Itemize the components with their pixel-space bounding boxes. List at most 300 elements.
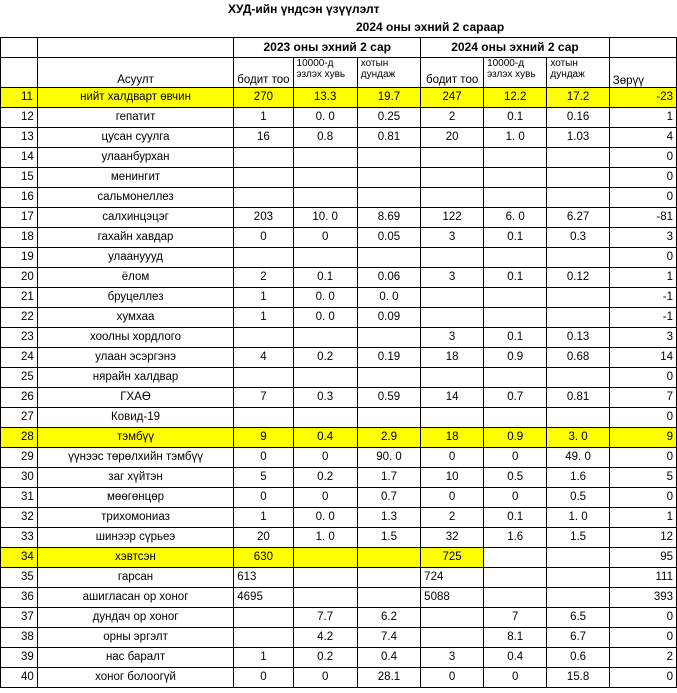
cell-per10000-2024: 0.9 bbox=[484, 348, 547, 368]
row-label: трихомониаз bbox=[37, 508, 233, 528]
cell-per10000-2023: 0.2 bbox=[293, 468, 357, 488]
row-label: шинээр сүрьеэ bbox=[37, 528, 233, 548]
cell-diff: 1 bbox=[609, 508, 676, 528]
row-number: 37 bbox=[1, 608, 38, 628]
cell-actual-2024: 3 bbox=[421, 328, 484, 348]
cell-diff: 0 bbox=[609, 408, 676, 428]
cell-actual-2023: 4 bbox=[234, 348, 293, 368]
cell-per10000-2024: 6. 0 bbox=[484, 208, 547, 228]
cell-actual-2023: 1 bbox=[234, 108, 293, 128]
cell-actual-2023 bbox=[234, 248, 293, 268]
row-label: гахайн хавдар bbox=[37, 228, 233, 248]
table-row bbox=[1, 428, 677, 448]
cell-diff: 95 bbox=[609, 548, 676, 568]
cell-avg-2024: 49. 0 bbox=[547, 448, 609, 468]
cell-per10000-2023 bbox=[293, 408, 357, 428]
cell-diff: 393 bbox=[609, 588, 676, 608]
row-number: 28 bbox=[1, 428, 38, 448]
cell-actual-2023: 203 bbox=[234, 208, 293, 228]
cell-avg-2024: 1. 0 bbox=[547, 508, 609, 528]
row-label: салхинцэцэг bbox=[37, 208, 233, 228]
cell-avg-2024: 6.27 bbox=[547, 208, 609, 228]
cell-actual-2023 bbox=[234, 148, 293, 168]
cell-actual-2024 bbox=[421, 408, 484, 428]
cell-avg-2024 bbox=[547, 248, 609, 268]
cell-actual-2024: 18 bbox=[421, 428, 484, 448]
cell-per10000-2023: 0 bbox=[293, 448, 357, 468]
cell-actual-2023: 1 bbox=[234, 288, 293, 308]
cell-actual-2023: 270 bbox=[234, 88, 293, 108]
cell-per10000-2023 bbox=[293, 168, 357, 188]
row-number: 35 bbox=[1, 568, 38, 588]
cell-avg-2023 bbox=[357, 328, 420, 348]
row-label: ёлом bbox=[37, 268, 233, 288]
cell-actual-2024: 247 bbox=[421, 88, 484, 108]
header-blank bbox=[37, 38, 233, 58]
header-question: Асуулт bbox=[37, 58, 233, 88]
cell-actual-2023: 0 bbox=[234, 448, 293, 468]
header-avg-2023: хотын дундаж bbox=[357, 58, 420, 88]
cell-actual-2023: 9 bbox=[234, 428, 293, 448]
row-label: тэмбүү bbox=[37, 428, 233, 448]
cell-per10000-2023: 4.2 bbox=[293, 628, 357, 648]
cell-avg-2023 bbox=[357, 408, 420, 428]
sheet-subtitle: 2024 оны эхний 2 сараар bbox=[356, 20, 505, 34]
row-label: нярайн халдвар bbox=[37, 368, 233, 388]
row-number: 12 bbox=[1, 108, 38, 128]
cell-diff: 1 bbox=[609, 108, 676, 128]
cell-diff: 9 bbox=[609, 428, 676, 448]
row-label: орны эргэлт bbox=[37, 628, 233, 648]
cell-per10000-2023 bbox=[293, 548, 357, 568]
cell-per10000-2024 bbox=[484, 168, 547, 188]
cell-per10000-2023: 7.7 bbox=[293, 608, 357, 628]
header-2024: 2024 оны эхний 2 сар bbox=[421, 38, 610, 58]
cell-avg-2024: 1.6 bbox=[547, 468, 609, 488]
cell-avg-2024: 6.5 bbox=[547, 608, 609, 628]
cell-avg-2023: 0.19 bbox=[357, 348, 420, 368]
cell-diff: 0 bbox=[609, 168, 676, 188]
cell-per10000-2023: 13.3 bbox=[293, 88, 357, 108]
row-label: нийт халдварт өвчин bbox=[37, 88, 233, 108]
cell-avg-2023 bbox=[357, 248, 420, 268]
cell-avg-2023: 1.3 bbox=[357, 508, 420, 528]
cell-per10000-2024: 1.6 bbox=[484, 528, 547, 548]
table-row bbox=[1, 108, 677, 128]
cell-per10000-2023 bbox=[293, 568, 357, 588]
cell-actual-2024: 18 bbox=[421, 348, 484, 368]
cell-avg-2023: 90. 0 bbox=[357, 448, 420, 468]
cell-avg-2024: 1.5 bbox=[547, 528, 609, 548]
cell-per10000-2023: 0. 0 bbox=[293, 108, 357, 128]
row-number: 21 bbox=[1, 288, 38, 308]
cell-avg-2024: 0.81 bbox=[547, 388, 609, 408]
cell-actual-2023 bbox=[234, 328, 293, 348]
cell-per10000-2023 bbox=[293, 368, 357, 388]
cell-per10000-2024: 0.1 bbox=[484, 268, 547, 288]
cell-per10000-2024: 0.1 bbox=[484, 508, 547, 528]
cell-actual-2024 bbox=[421, 168, 484, 188]
cell-avg-2023: 2.9 bbox=[357, 428, 420, 448]
row-number: 14 bbox=[1, 148, 38, 168]
table-row bbox=[1, 168, 677, 188]
cell-avg-2023 bbox=[357, 568, 420, 588]
cell-per10000-2024 bbox=[484, 188, 547, 208]
cell-diff: 0 bbox=[609, 608, 676, 628]
cell-per10000-2024: 0 bbox=[484, 488, 547, 508]
table-row bbox=[1, 188, 677, 208]
cell-avg-2024: 0.16 bbox=[547, 108, 609, 128]
cell-actual-2023: 630 bbox=[234, 548, 293, 568]
cell-diff: 14 bbox=[609, 348, 676, 368]
header-per10000-2023: 10000-д эзлэх хувь bbox=[293, 58, 357, 88]
row-label: бруцеллез bbox=[37, 288, 233, 308]
cell-avg-2023: 0. 0 bbox=[357, 288, 420, 308]
row-number: 19 bbox=[1, 248, 38, 268]
cell-per10000-2023: 0.3 bbox=[293, 388, 357, 408]
row-number: 15 bbox=[1, 168, 38, 188]
cell-diff: 5 bbox=[609, 468, 676, 488]
row-number: 39 bbox=[1, 648, 38, 668]
table-row bbox=[1, 308, 677, 328]
table-row bbox=[1, 648, 677, 668]
cell-diff: 0 bbox=[609, 248, 676, 268]
cell-actual-2024: 20 bbox=[421, 128, 484, 148]
cell-per10000-2024 bbox=[484, 568, 547, 588]
cell-per10000-2023: 0.1 bbox=[293, 268, 357, 288]
table-row bbox=[1, 668, 677, 688]
row-label: менингит bbox=[37, 168, 233, 188]
cell-per10000-2023: 0 bbox=[293, 488, 357, 508]
cell-per10000-2024: 0.1 bbox=[484, 228, 547, 248]
cell-avg-2024: 15.8 bbox=[547, 668, 609, 688]
cell-avg-2024: 17.2 bbox=[547, 88, 609, 108]
row-number: 38 bbox=[1, 628, 38, 648]
cell-avg-2023: 0.06 bbox=[357, 268, 420, 288]
cell-diff: -81 bbox=[609, 208, 676, 228]
cell-per10000-2024 bbox=[484, 548, 547, 568]
row-label: сальмонеллез bbox=[37, 188, 233, 208]
row-number: 20 bbox=[1, 268, 38, 288]
cell-avg-2024: 0.6 bbox=[547, 648, 609, 668]
cell-actual-2023 bbox=[234, 608, 293, 628]
cell-avg-2023 bbox=[357, 588, 420, 608]
row-number: 18 bbox=[1, 228, 38, 248]
row-number: 34 bbox=[1, 548, 38, 568]
indicator-table bbox=[0, 37, 677, 688]
cell-avg-2024 bbox=[547, 308, 609, 328]
row-number: 23 bbox=[1, 328, 38, 348]
cell-actual-2024: 0 bbox=[421, 448, 484, 468]
cell-actual-2023 bbox=[234, 408, 293, 428]
cell-actual-2023: 0 bbox=[234, 488, 293, 508]
cell-actual-2023 bbox=[234, 168, 293, 188]
cell-actual-2024 bbox=[421, 628, 484, 648]
row-number: 30 bbox=[1, 468, 38, 488]
cell-avg-2024 bbox=[547, 408, 609, 428]
row-number: 22 bbox=[1, 308, 38, 328]
row-number: 33 bbox=[1, 528, 38, 548]
cell-per10000-2024 bbox=[484, 148, 547, 168]
table-row bbox=[1, 588, 677, 608]
header-diff: Зөрүү bbox=[609, 58, 676, 88]
row-number: 29 bbox=[1, 448, 38, 468]
header-per10000-2024: 10000-д эзлэх хувь bbox=[484, 58, 547, 88]
cell-diff: 2 bbox=[609, 648, 676, 668]
cell-per10000-2024: 7 bbox=[484, 608, 547, 628]
cell-diff: 1 bbox=[609, 268, 676, 288]
cell-diff: -23 bbox=[609, 88, 676, 108]
cell-per10000-2024: 8.1 bbox=[484, 628, 547, 648]
row-number: 13 bbox=[1, 128, 38, 148]
cell-diff: 12 bbox=[609, 528, 676, 548]
row-number: 32 bbox=[1, 508, 38, 528]
row-number: 24 bbox=[1, 348, 38, 368]
cell-per10000-2023: 0.2 bbox=[293, 648, 357, 668]
cell-per10000-2024: 0 bbox=[484, 448, 547, 468]
cell-avg-2024 bbox=[547, 568, 609, 588]
cell-diff: 0 bbox=[609, 668, 676, 688]
cell-per10000-2023: 10. 0 bbox=[293, 208, 357, 228]
table-row bbox=[1, 568, 677, 588]
table-row bbox=[1, 268, 677, 288]
cell-avg-2023: 8.69 bbox=[357, 208, 420, 228]
table-row bbox=[1, 248, 677, 268]
row-label: дундач ор хоног bbox=[37, 608, 233, 628]
cell-diff: -1 bbox=[609, 288, 676, 308]
cell-avg-2023 bbox=[357, 168, 420, 188]
cell-per10000-2023: 0. 0 bbox=[293, 308, 357, 328]
cell-actual-2023 bbox=[234, 628, 293, 648]
cell-diff: 0 bbox=[609, 628, 676, 648]
row-label: улаанбурхан bbox=[37, 148, 233, 168]
cell-actual-2023: 0 bbox=[234, 228, 293, 248]
row-label: улаан эсэргэнэ bbox=[37, 348, 233, 368]
cell-avg-2023: 0.4 bbox=[357, 648, 420, 668]
cell-actual-2023: 2 bbox=[234, 268, 293, 288]
cell-diff: 0 bbox=[609, 368, 676, 388]
cell-actual-2023 bbox=[234, 368, 293, 388]
cell-per10000-2023 bbox=[293, 328, 357, 348]
cell-actual-2023: 1 bbox=[234, 648, 293, 668]
row-label: заг хүйтэн bbox=[37, 468, 233, 488]
cell-avg-2024: 6.7 bbox=[547, 628, 609, 648]
row-number: 11 bbox=[1, 88, 38, 108]
row-label: ашигласан ор хоног bbox=[37, 588, 233, 608]
cell-actual-2024: 122 bbox=[421, 208, 484, 228]
row-number: 26 bbox=[1, 388, 38, 408]
cell-per10000-2024 bbox=[484, 408, 547, 428]
row-number: 17 bbox=[1, 208, 38, 228]
cell-per10000-2024: 0.5 bbox=[484, 468, 547, 488]
row-label: гепатит bbox=[37, 108, 233, 128]
cell-actual-2024 bbox=[421, 288, 484, 308]
cell-actual-2024 bbox=[421, 608, 484, 628]
cell-per10000-2024: 0 bbox=[484, 668, 547, 688]
table-row bbox=[1, 368, 677, 388]
row-label: Ковид-19 bbox=[37, 408, 233, 428]
row-number: 25 bbox=[1, 368, 38, 388]
table-row bbox=[1, 328, 677, 348]
cell-avg-2023 bbox=[357, 548, 420, 568]
row-number: 40 bbox=[1, 668, 38, 688]
cell-per10000-2024: 12.2 bbox=[484, 88, 547, 108]
cell-actual-2024 bbox=[421, 308, 484, 328]
cell-actual-2023: 16 bbox=[234, 128, 293, 148]
cell-actual-2024 bbox=[421, 148, 484, 168]
cell-avg-2024 bbox=[547, 588, 609, 608]
cell-avg-2023: 6.2 bbox=[357, 608, 420, 628]
cell-actual-2023 bbox=[234, 188, 293, 208]
cell-actual-2023: 0 bbox=[234, 668, 293, 688]
header-2023: 2023 оны эхний 2 сар bbox=[234, 38, 421, 58]
row-label: нас баралт bbox=[37, 648, 233, 668]
header-actual-2024: бодит тоо bbox=[421, 58, 484, 88]
cell-actual-2024: 2 bbox=[421, 108, 484, 128]
row-label: цусан суулга bbox=[37, 128, 233, 148]
cell-per10000-2023: 0 bbox=[293, 668, 357, 688]
table-row bbox=[1, 508, 677, 528]
cell-avg-2023: 0.09 bbox=[357, 308, 420, 328]
table-row bbox=[1, 88, 677, 108]
cell-actual-2024 bbox=[421, 368, 484, 388]
cell-per10000-2024 bbox=[484, 368, 547, 388]
cell-actual-2024 bbox=[421, 188, 484, 208]
cell-avg-2023: 1.7 bbox=[357, 468, 420, 488]
cell-actual-2024: 724 bbox=[421, 568, 484, 588]
row-label: хоног болоогүй bbox=[37, 668, 233, 688]
row-label: үүнээс төрөлхийн тэмбүү bbox=[37, 448, 233, 468]
sheet-title: ХУД-ийн үндсэн үзүүлэлт bbox=[228, 2, 380, 16]
cell-avg-2024 bbox=[547, 288, 609, 308]
cell-avg-2023: 19.7 bbox=[357, 88, 420, 108]
table-row bbox=[1, 628, 677, 648]
cell-avg-2023: 1.5 bbox=[357, 528, 420, 548]
row-number: 31 bbox=[1, 488, 38, 508]
cell-avg-2023: 0.05 bbox=[357, 228, 420, 248]
cell-actual-2023: 1 bbox=[234, 308, 293, 328]
cell-per10000-2024: 0.1 bbox=[484, 328, 547, 348]
cell-per10000-2024 bbox=[484, 588, 547, 608]
table-row bbox=[1, 288, 677, 308]
cell-per10000-2023: 0. 0 bbox=[293, 288, 357, 308]
table-row bbox=[1, 148, 677, 168]
cell-actual-2023: 613 bbox=[234, 568, 293, 588]
cell-avg-2023: 0.59 bbox=[357, 388, 420, 408]
header-corner bbox=[1, 38, 38, 58]
cell-diff: 7 bbox=[609, 388, 676, 408]
row-number: 27 bbox=[1, 408, 38, 428]
cell-avg-2023: 7.4 bbox=[357, 628, 420, 648]
cell-avg-2024: 0.12 bbox=[547, 268, 609, 288]
cell-per10000-2023 bbox=[293, 588, 357, 608]
cell-per10000-2024: 0.7 bbox=[484, 388, 547, 408]
cell-per10000-2023: 0.2 bbox=[293, 348, 357, 368]
cell-diff: 0 bbox=[609, 488, 676, 508]
cell-actual-2024: 3 bbox=[421, 268, 484, 288]
table-row bbox=[1, 608, 677, 628]
cell-actual-2024: 725 bbox=[421, 548, 484, 568]
cell-actual-2023: 4695 bbox=[234, 588, 293, 608]
cell-per10000-2023: 0.8 bbox=[293, 128, 357, 148]
cell-per10000-2023: 0. 0 bbox=[293, 508, 357, 528]
cell-per10000-2024 bbox=[484, 308, 547, 328]
table-row bbox=[1, 448, 677, 468]
cell-actual-2023: 5 bbox=[234, 468, 293, 488]
cell-avg-2023 bbox=[357, 148, 420, 168]
cell-actual-2023: 1 bbox=[234, 508, 293, 528]
cell-actual-2024: 3 bbox=[421, 228, 484, 248]
cell-avg-2024: 0.13 bbox=[547, 328, 609, 348]
table-row bbox=[1, 128, 677, 148]
table-row bbox=[1, 548, 677, 568]
cell-actual-2024 bbox=[421, 248, 484, 268]
cell-per10000-2024: 0.9 bbox=[484, 428, 547, 448]
table-row bbox=[1, 228, 677, 248]
cell-diff: 111 bbox=[609, 568, 676, 588]
cell-diff: 4 bbox=[609, 128, 676, 148]
cell-actual-2024: 0 bbox=[421, 668, 484, 688]
cell-diff: 0 bbox=[609, 148, 676, 168]
cell-per10000-2024: 0.1 bbox=[484, 108, 547, 128]
table-row bbox=[1, 348, 677, 368]
header-actual-2023: бодит тоо bbox=[234, 58, 293, 88]
row-number: 36 bbox=[1, 588, 38, 608]
cell-avg-2024: 3. 0 bbox=[547, 428, 609, 448]
cell-avg-2023: 0.81 bbox=[357, 128, 420, 148]
cell-avg-2024 bbox=[547, 188, 609, 208]
cell-actual-2024: 32 bbox=[421, 528, 484, 548]
cell-avg-2023: 0.25 bbox=[357, 108, 420, 128]
row-label: ГХАӨ bbox=[37, 388, 233, 408]
cell-per10000-2023: 1. 0 bbox=[293, 528, 357, 548]
table-row bbox=[1, 208, 677, 228]
cell-avg-2024 bbox=[547, 548, 609, 568]
table-row bbox=[1, 408, 677, 428]
cell-actual-2024: 0 bbox=[421, 488, 484, 508]
cell-diff: 3 bbox=[609, 228, 676, 248]
header-rownum bbox=[1, 58, 38, 88]
cell-per10000-2023 bbox=[293, 188, 357, 208]
row-label: хэвтсэн bbox=[37, 548, 233, 568]
cell-per10000-2023 bbox=[293, 148, 357, 168]
cell-actual-2024: 3 bbox=[421, 648, 484, 668]
cell-diff: 3 bbox=[609, 328, 676, 348]
cell-per10000-2023: 0 bbox=[293, 228, 357, 248]
cell-actual-2023: 7 bbox=[234, 388, 293, 408]
cell-actual-2024: 2 bbox=[421, 508, 484, 528]
cell-avg-2023: 0.7 bbox=[357, 488, 420, 508]
cell-actual-2024: 10 bbox=[421, 468, 484, 488]
cell-per10000-2023: 0.4 bbox=[293, 428, 357, 448]
cell-per10000-2024: 0.4 bbox=[484, 648, 547, 668]
cell-actual-2023: 20 bbox=[234, 528, 293, 548]
cell-diff: -1 bbox=[609, 308, 676, 328]
cell-avg-2023: 28.1 bbox=[357, 668, 420, 688]
cell-per10000-2024 bbox=[484, 288, 547, 308]
cell-avg-2024 bbox=[547, 168, 609, 188]
cell-per10000-2023 bbox=[293, 248, 357, 268]
cell-per10000-2024: 1. 0 bbox=[484, 128, 547, 148]
table-row bbox=[1, 468, 677, 488]
cell-diff: 0 bbox=[609, 448, 676, 468]
cell-avg-2024: 1.03 bbox=[547, 128, 609, 148]
cell-avg-2024 bbox=[547, 148, 609, 168]
row-label: улаануууд bbox=[37, 248, 233, 268]
cell-per10000-2024 bbox=[484, 248, 547, 268]
cell-avg-2024 bbox=[547, 368, 609, 388]
row-label: хумхаа bbox=[37, 308, 233, 328]
